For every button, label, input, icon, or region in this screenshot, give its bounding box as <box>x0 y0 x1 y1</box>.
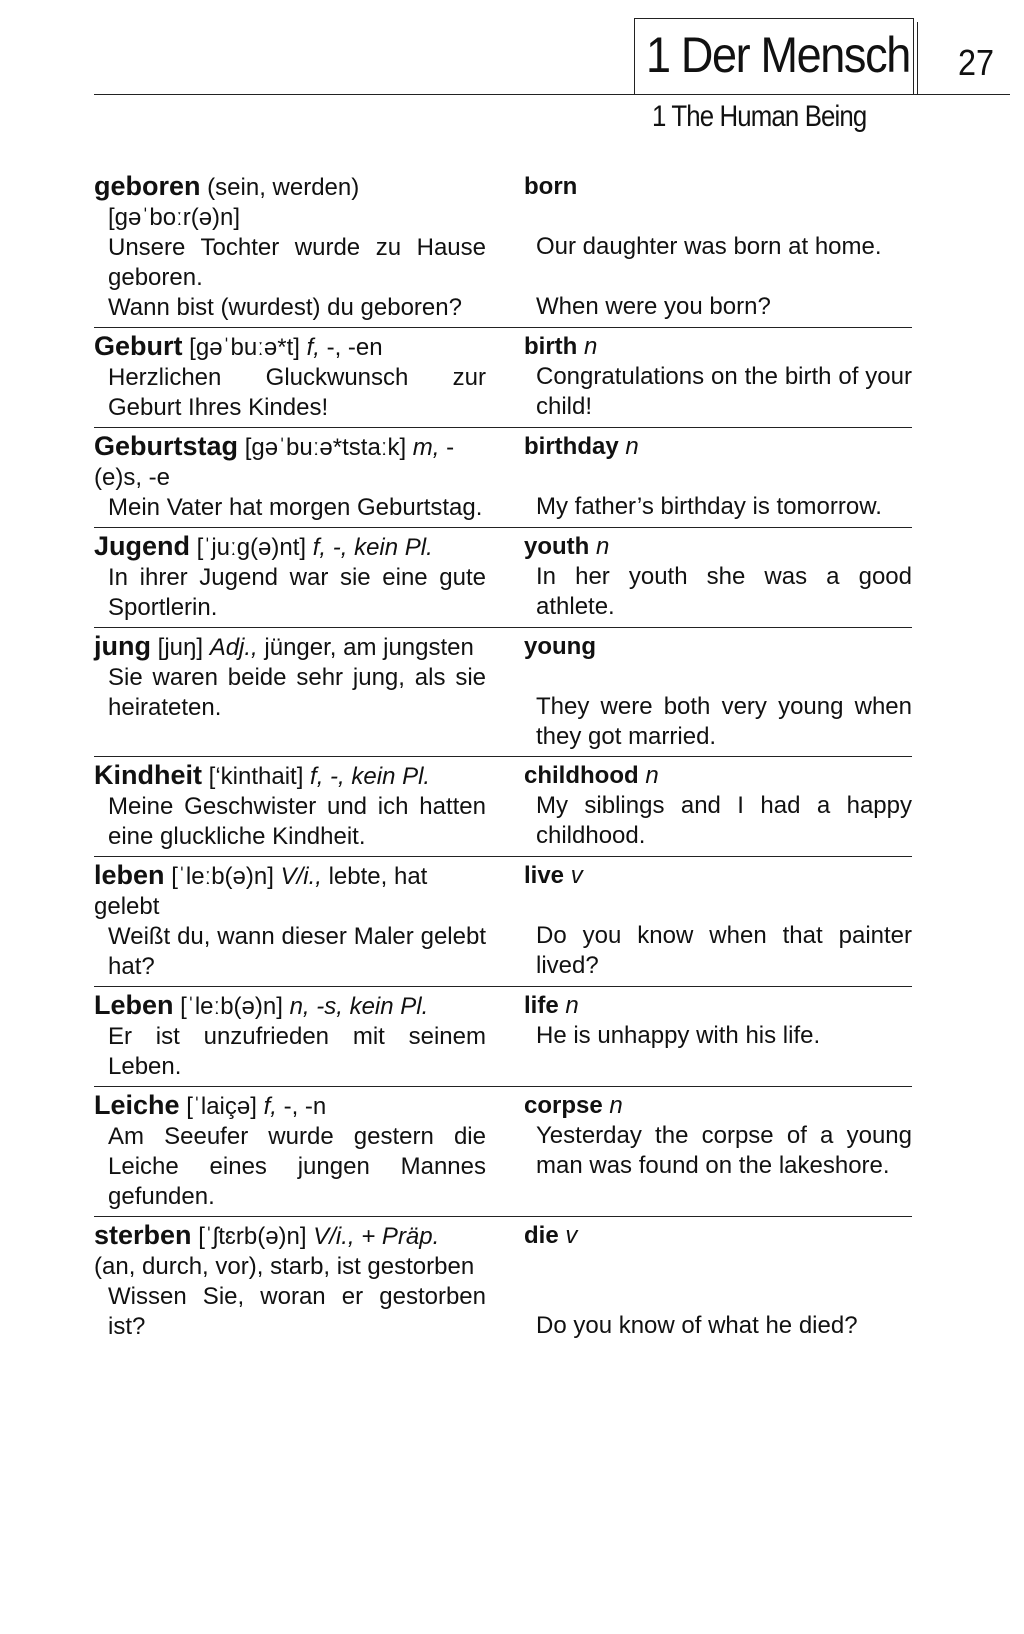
english-column <box>524 1090 912 1212</box>
english-example: In her youth she was a good athlete. <box>536 563 912 620</box>
english-example: Do you know when that painter lived? <box>536 922 912 979</box>
english-example: Do you know of what he died? <box>536 1312 858 1339</box>
inflection: (an, durch, vor), starb, ist gestorben <box>94 1253 475 1280</box>
english-example: He is unhappy with his life. <box>536 1022 821 1049</box>
grammar-label: Adj., <box>209 634 258 661</box>
english-column <box>524 171 912 323</box>
german-column <box>94 531 486 623</box>
translation: birth <box>524 333 578 360</box>
headword: jung <box>94 631 151 661</box>
entry-geburt <box>94 328 912 428</box>
english-column <box>524 631 912 752</box>
german-example: Sie waren beide sehr jung, als sie heirateten. <box>108 664 486 721</box>
entry-geboren <box>94 168 912 328</box>
german-column <box>94 990 486 1082</box>
inflection: -s, kein Pl. <box>309 993 429 1020</box>
inflection: -, kein Pl. <box>326 534 433 561</box>
headword: Leiche <box>94 1090 180 1120</box>
german-example: Unsere Tochter wurde zu Hause geboren. <box>108 234 486 291</box>
part-of-speech: n <box>609 1092 623 1119</box>
inflection: -, -en <box>319 334 383 361</box>
english-column <box>524 860 912 982</box>
german-example: In ihrer Jugend war sie eine gute Sportlerin. <box>108 564 486 621</box>
grammar-label: f, <box>306 334 320 361</box>
inflection: lebte, hat gelebt <box>94 863 428 920</box>
translation: life <box>524 992 559 1019</box>
translation: youth <box>524 533 590 560</box>
part-of-speech: v <box>565 1222 578 1249</box>
page-header <box>0 0 1024 140</box>
part-of-speech: n <box>565 992 579 1019</box>
inflection: -(e)s, -e <box>94 434 455 491</box>
entry-geburtstag <box>94 428 912 528</box>
inflection: jünger, am jungsten <box>257 634 474 661</box>
english-example: When were you born? <box>536 293 771 320</box>
grammar-label: f, <box>312 534 327 561</box>
translation: born <box>524 173 578 200</box>
entry-leiche <box>94 1087 912 1217</box>
english-example: My siblings and I had a happy childhood. <box>536 792 912 849</box>
headword: geboren <box>94 171 201 201</box>
entry-info: [ˈleːb(ə)n] <box>164 863 281 890</box>
english-column <box>524 531 912 623</box>
german-column <box>94 1090 486 1212</box>
german-column <box>94 760 486 852</box>
grammar-label: f, <box>310 763 324 790</box>
grammar-label: m, <box>412 434 440 461</box>
entry-info: [juŋ] <box>150 634 210 661</box>
headword: sterben <box>94 1220 192 1250</box>
chapter-title: 1 Der Mensch <box>646 27 910 83</box>
entry-info: [ˈʃtɛrb(ə)n] <box>191 1223 314 1250</box>
headword: leben <box>94 860 165 890</box>
part-of-speech: n <box>625 433 639 460</box>
german-example: Mein Vater hat morgen Geburtstag. <box>108 494 483 521</box>
english-example: Yesterday the corpse of a young man was found on the lakeshore. <box>536 1122 912 1179</box>
translation: die <box>524 1222 559 1249</box>
german-example: Wann bist (wurdest) du geboren? <box>108 294 462 321</box>
entry-info: (sein, werden) <box>200 174 360 201</box>
english-example: My father’s birthday is tomorrow. <box>536 493 882 520</box>
grammar-label: V/i., + Präp. <box>313 1223 440 1250</box>
german-column <box>94 631 486 752</box>
german-example: Herzlichen Gluckwunsch zur Geburt Ihres Kindes! <box>108 364 486 421</box>
german-example: Weißt du, wann dieser Maler gelebt hat? <box>108 923 486 980</box>
headword: Leben <box>94 990 174 1020</box>
part-of-speech: v <box>570 862 583 889</box>
english-column <box>524 1220 912 1342</box>
german-example: Wissen Sie, woran er gestorben ist? <box>108 1283 486 1340</box>
english-example: Our daughter was born at home. <box>536 233 882 260</box>
entry-jung <box>94 628 912 757</box>
header-rule <box>94 94 1010 95</box>
english-column <box>524 990 912 1082</box>
page-number: 27 <box>958 42 995 83</box>
entry-info: [ˈlaiçə] <box>179 1093 264 1120</box>
german-example: Am Seeufer wurde gestern die Leiche eines jungen Mannes gefunden. <box>108 1123 486 1210</box>
translation: childhood <box>524 762 639 789</box>
part-of-speech: n <box>645 762 659 789</box>
german-example: Er ist unzufrieden mit seinem Leben. <box>108 1023 486 1080</box>
german-column <box>94 1220 486 1342</box>
german-example: Meine Geschwister und ich hatten eine gluckliche Kindheit. <box>108 793 486 850</box>
entry-info: [gəˈbuːə*t] <box>182 334 307 361</box>
grammar-label: V/i., <box>280 863 322 890</box>
translation: live <box>524 862 565 889</box>
part-of-speech: n <box>584 333 598 360</box>
headword: Kindheit <box>94 760 202 790</box>
entry-kindheit <box>94 757 912 857</box>
english-column <box>524 431 912 523</box>
german-column <box>94 171 486 323</box>
english-example: They were both very young when they got married. <box>536 693 912 750</box>
translation: birthday <box>524 433 619 460</box>
entry-sterben <box>94 1217 912 1346</box>
translation: corpse <box>524 1092 603 1119</box>
vocabulary-list <box>94 168 912 1346</box>
chapter-subtitle: 1 The Human Being <box>652 100 867 133</box>
entry-info: [ˈjuːg(ə)nt] <box>190 534 313 561</box>
translation: young <box>524 633 596 660</box>
entry-leben-verb <box>94 857 912 987</box>
german-column <box>94 331 486 423</box>
german-column <box>94 860 486 982</box>
pronunciation: [gəˈboːr(ə)n] <box>108 204 241 231</box>
entry-jugend <box>94 528 912 628</box>
german-column <box>94 431 486 523</box>
entry-info: [ˈleːb(ə)n] <box>173 993 290 1020</box>
grammar-label: n, <box>289 993 310 1020</box>
part-of-speech: n <box>596 533 610 560</box>
headword: Geburt <box>94 331 183 361</box>
entry-leben-noun <box>94 987 912 1087</box>
headword: Jugend <box>94 531 191 561</box>
headword: Geburtstag <box>94 431 239 461</box>
entry-info: [gəˈbuːə*tstaːk] <box>238 434 413 461</box>
english-column <box>524 760 912 852</box>
inflection: -, kein Pl. <box>323 763 431 790</box>
entry-info: [‘kinthait] <box>202 763 311 790</box>
grammar-label: f, <box>263 1093 277 1120</box>
inflection: -, -n <box>276 1093 327 1120</box>
english-column <box>524 331 912 423</box>
english-example: Congratulations on the birth of your child! <box>536 363 912 420</box>
